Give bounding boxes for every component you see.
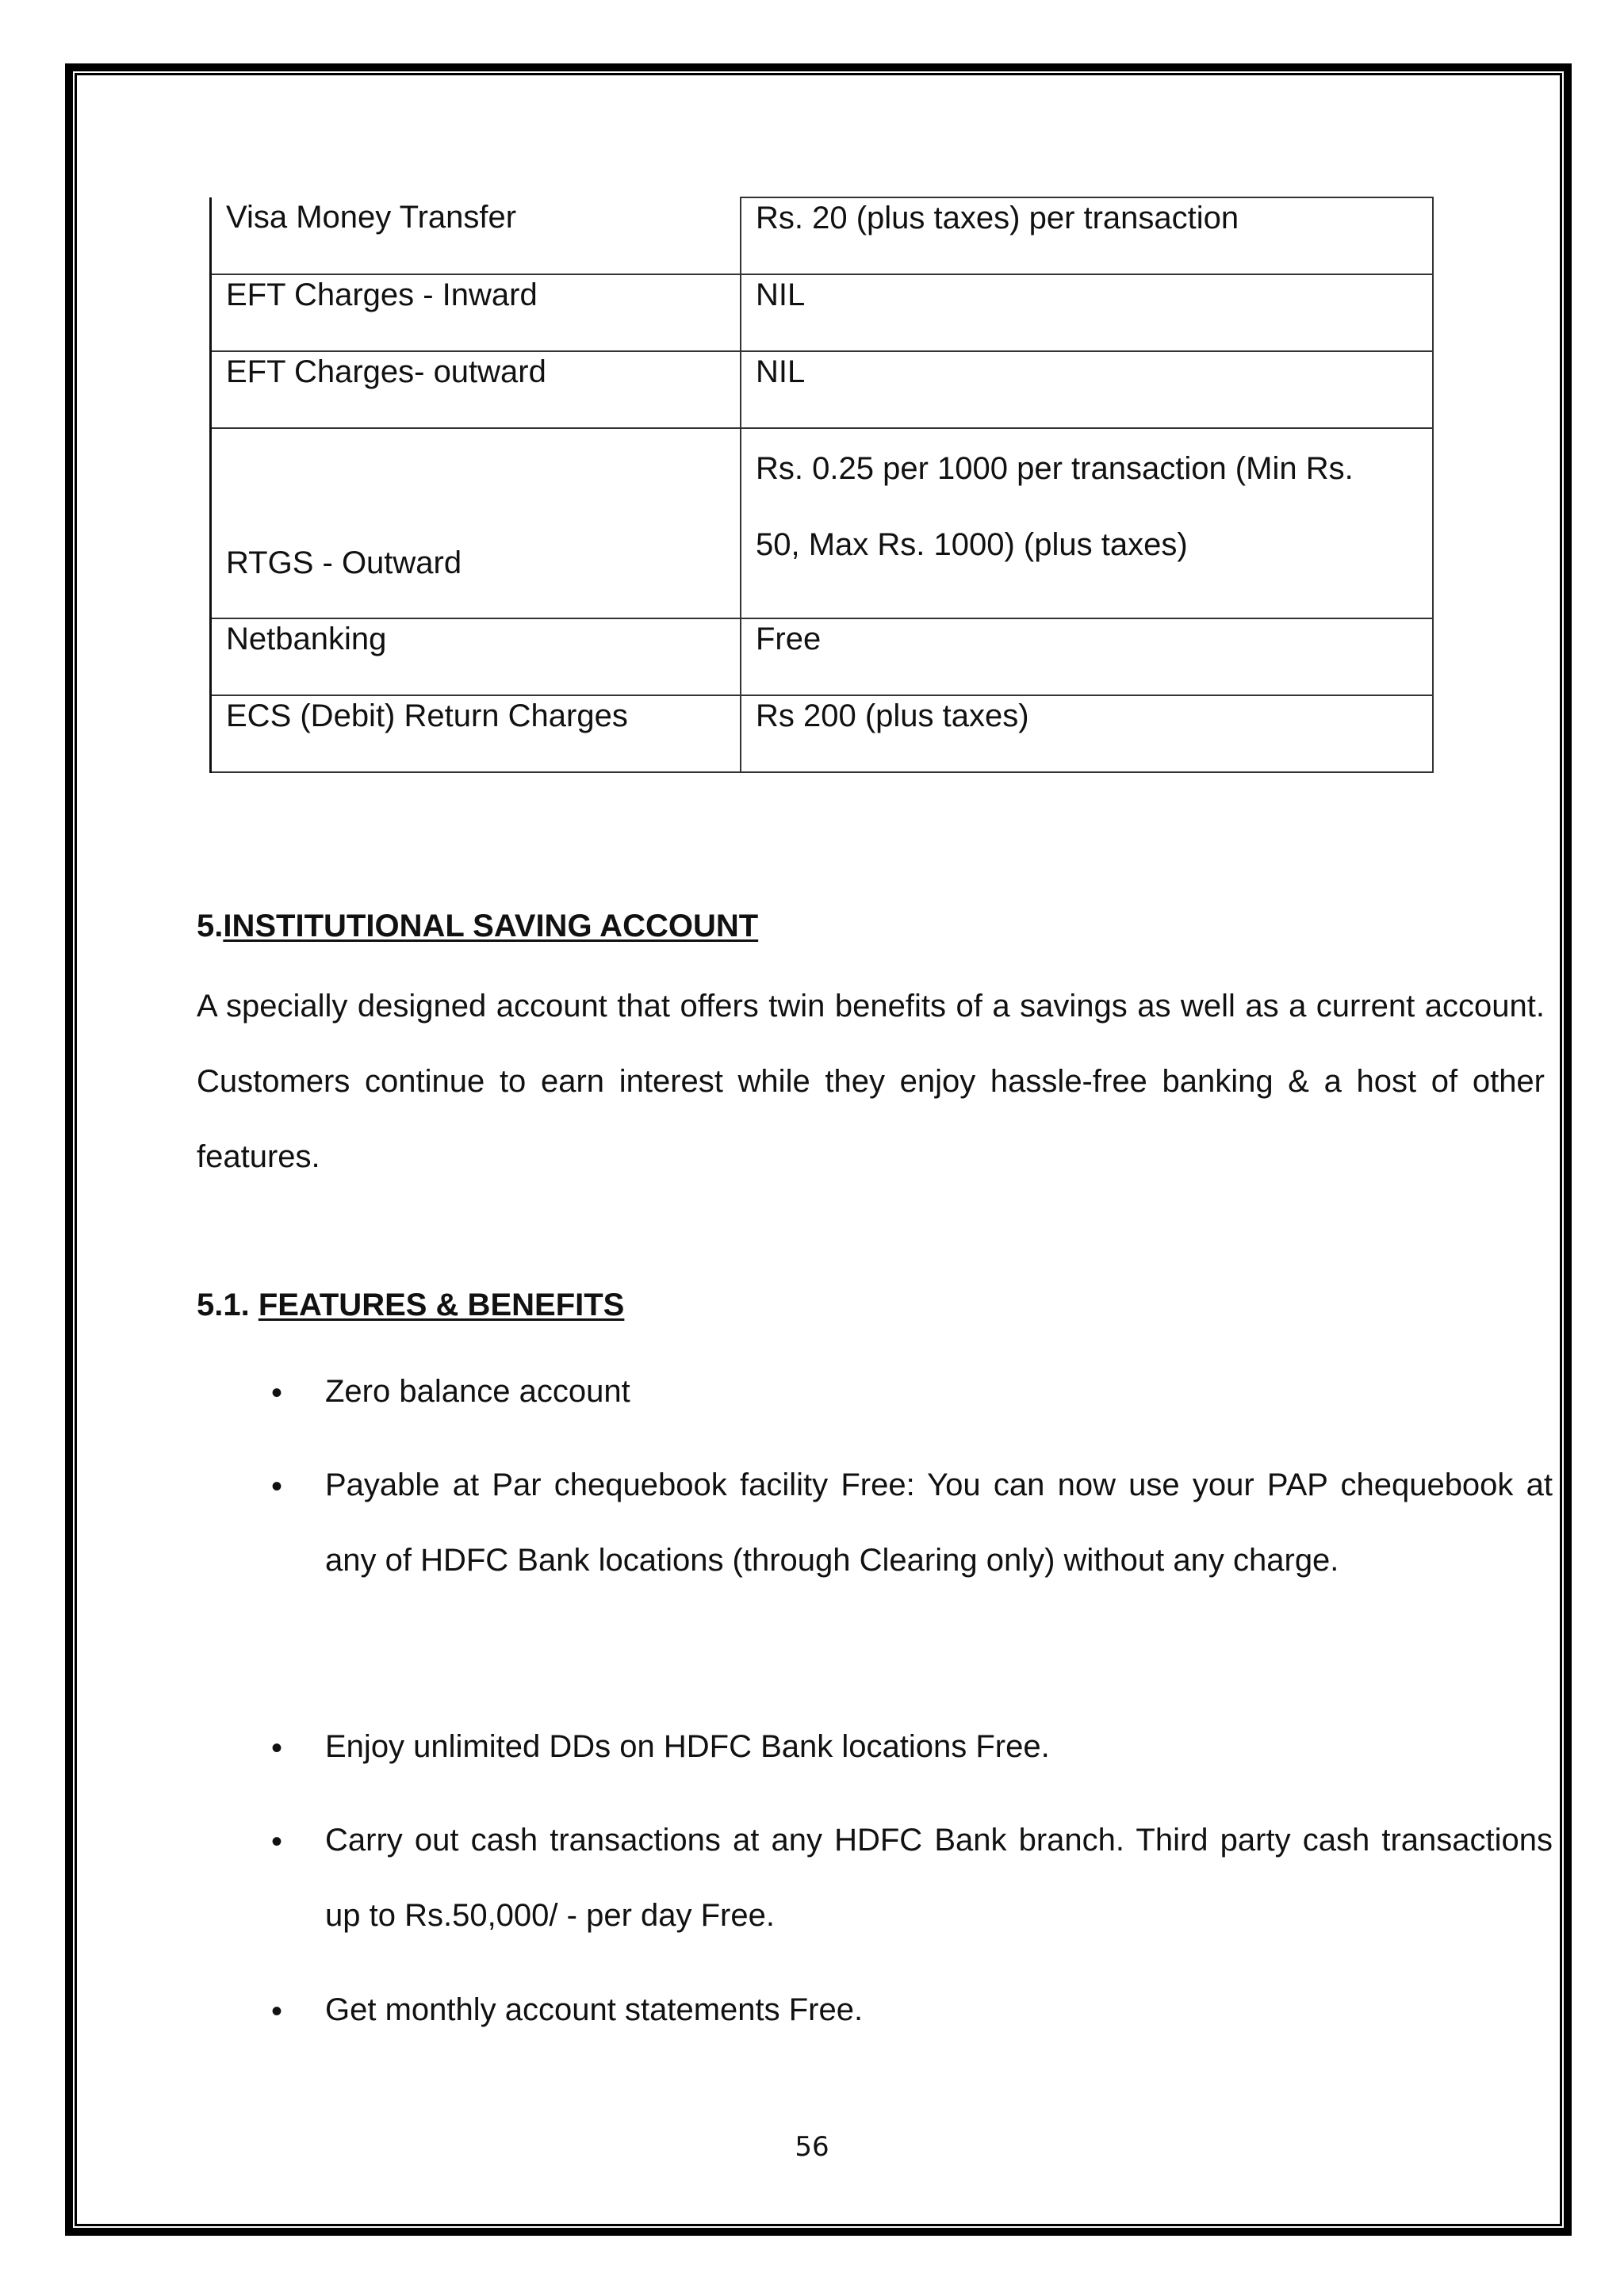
section-number: 5. (197, 909, 224, 943)
table-cell-value: Rs 200 (plus taxes) (741, 695, 1433, 772)
list-item: Enjoy unlimited DDs on HDFC Bank locations Free. (325, 1729, 1050, 1764)
table-cell-label: RTGS - Outward (211, 428, 741, 618)
subsection-heading (197, 1288, 624, 1323)
table-cell-value: Rs. 20 (plus taxes) per transaction (741, 197, 1433, 274)
table-row (211, 197, 1434, 274)
section-title: INSTITUTIONAL SAVING ACCOUNT (223, 909, 759, 943)
value-line: Rs. 0.25 per 1000 per transaction (Min Rs. (756, 451, 1354, 486)
list-item: Carry out cash transactions at any HDFC Bank branch. Third party cash transactions up to Rs.50,000/ - per day Free. (325, 1823, 1553, 1933)
subsection-title: FEATURES & BENEFITS (258, 1288, 625, 1322)
section-heading (197, 909, 758, 944)
table-row (211, 618, 1434, 695)
table-cell-label: EFT Charges- outward (211, 351, 741, 428)
value-line: 50, Max Rs. 1000) (plus taxes) (756, 527, 1188, 562)
section-paragraph: A specially designed account that offers twin benefits of a savings as well as a current account. Customers continue to earn interest while they enjoy hassle-free banking & a host of other features. (197, 989, 1545, 1174)
bullet-icon: • (271, 1376, 283, 1410)
table-row (211, 351, 1434, 428)
bullet-icon: • (271, 1469, 283, 1504)
fee-table (209, 197, 1434, 773)
table-cell-label: Visa Money Transfer (211, 197, 741, 274)
table-row (211, 428, 1434, 618)
bullet-icon: • (271, 1994, 283, 2029)
list-item: Payable at Par chequebook facility Free: You can now use your PAP chequebook at any of HDFC Bank locations (through Clearing only) without any charge. (325, 1468, 1553, 1578)
list-item: Get monthly account statements Free. (325, 1992, 864, 2027)
table-cell-value (741, 428, 1433, 618)
table-cell-label: Netbanking (211, 618, 741, 695)
table-row (211, 274, 1434, 351)
list-item: Zero balance account (325, 1374, 630, 1409)
table-row (211, 695, 1434, 772)
table-cell-label: EFT Charges - Inward (211, 274, 741, 351)
subsection-number: 5.1. (197, 1288, 259, 1322)
table-cell-value: Free (741, 618, 1433, 695)
page-number: 56 (795, 2131, 829, 2163)
table-cell-label: ECS (Debit) Return Charges (211, 695, 741, 772)
table-cell-value: NIL (741, 274, 1433, 351)
bullet-icon: • (271, 1824, 283, 1859)
table-cell-value: NIL (741, 351, 1433, 428)
bullet-icon: • (271, 1731, 283, 1766)
